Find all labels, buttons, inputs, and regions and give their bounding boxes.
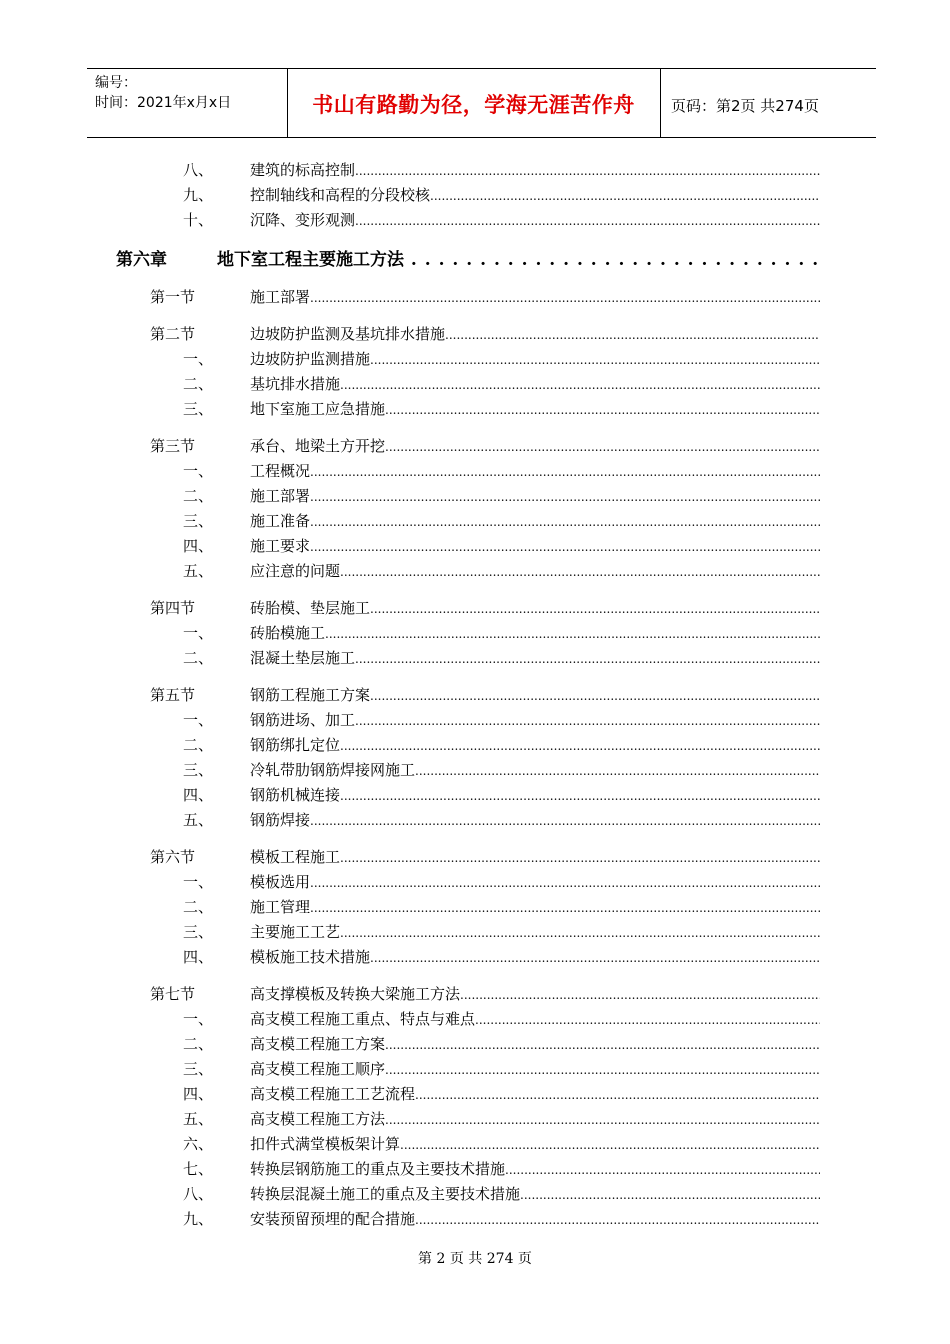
toc-title-leader bbox=[250, 872, 820, 892]
toc-number: 三、 bbox=[183, 1060, 214, 1078]
toc-title-leader bbox=[250, 349, 820, 369]
toc-title-leader bbox=[217, 250, 817, 270]
toc-title: 高支模工程施工方法 bbox=[250, 1110, 386, 1128]
toc-title-leader bbox=[250, 1034, 820, 1054]
toc-title: 扣件式满堂模板架计算 bbox=[250, 1135, 401, 1153]
toc-title-leader bbox=[250, 1084, 820, 1104]
toc-number: 一、 bbox=[183, 873, 214, 891]
header-page-info: 页码：第2页 共274页 bbox=[671, 97, 819, 115]
toc-title-leader bbox=[250, 210, 820, 230]
header-meta bbox=[95, 73, 231, 113]
toc-number: 二、 bbox=[183, 898, 214, 916]
toc-title-leader bbox=[250, 1209, 820, 1229]
toc-number: 六、 bbox=[183, 1135, 214, 1153]
toc-title: 转换层混凝土施工的重点及主要技术措施 bbox=[250, 1185, 521, 1203]
toc-number: 五、 bbox=[183, 1110, 214, 1128]
toc-number: 二、 bbox=[183, 375, 214, 393]
toc-title: 砖胎模、垫层施工 bbox=[250, 599, 371, 617]
toc-title: 混凝土垫层施工 bbox=[250, 649, 356, 667]
toc-number: 第六章 bbox=[116, 250, 167, 270]
toc-title-leader bbox=[250, 561, 820, 581]
toc-title: 施工准备 bbox=[250, 512, 311, 530]
toc-title: 施工部署 bbox=[250, 288, 311, 306]
toc-title: 边坡防护监测及基坑排水措施 bbox=[250, 325, 446, 343]
toc-title: 转换层钢筋施工的重点及主要技术措施 bbox=[250, 1160, 506, 1178]
toc-title-leader bbox=[250, 287, 820, 307]
toc-title: 安装预留预埋的配合措施 bbox=[250, 1210, 416, 1228]
toc-title: 主要施工工艺 bbox=[250, 923, 341, 941]
toc-title: 钢筋焊接 bbox=[250, 811, 311, 829]
toc-title: 工程概况 bbox=[250, 462, 311, 480]
toc-number: 三、 bbox=[183, 400, 214, 418]
toc-title-leader bbox=[250, 436, 820, 456]
toc-title: 砖胎模施工 bbox=[250, 624, 326, 642]
toc-title-leader bbox=[250, 461, 820, 481]
toc-title-leader bbox=[250, 486, 820, 506]
toc-number: 八、 bbox=[183, 1185, 214, 1203]
toc-title-leader bbox=[250, 160, 820, 180]
toc-number: 四、 bbox=[183, 786, 214, 804]
toc-number: 二、 bbox=[183, 736, 214, 754]
toc-title-leader bbox=[250, 984, 820, 1004]
toc-title: 沉降、变形观测 bbox=[250, 211, 356, 229]
toc-number: 四、 bbox=[183, 1085, 214, 1103]
toc-title-leader bbox=[250, 1159, 820, 1179]
toc-title: 高支模工程施工顺序 bbox=[250, 1060, 386, 1078]
toc-number: 四、 bbox=[183, 537, 214, 555]
toc-number: 九、 bbox=[183, 186, 214, 204]
page-footer: 第 2 页 共 274 页 bbox=[418, 1251, 532, 1267]
toc-title-leader bbox=[250, 374, 820, 394]
toc-title-leader bbox=[250, 947, 820, 967]
toc-number: 五、 bbox=[183, 562, 214, 580]
code-label: 编号： bbox=[95, 75, 137, 91]
toc-number: 三、 bbox=[183, 923, 214, 941]
toc-title-leader bbox=[250, 324, 820, 344]
toc-number: 十、 bbox=[183, 211, 214, 229]
toc-number: 九、 bbox=[183, 1210, 214, 1228]
toc-title: 施工要求 bbox=[250, 537, 311, 555]
toc-title-leader bbox=[250, 847, 820, 867]
toc-title-leader bbox=[250, 897, 820, 917]
toc-title: 钢筋绑扎定位 bbox=[250, 736, 341, 754]
toc-title: 钢筋工程施工方案 bbox=[250, 686, 371, 704]
toc-number: 第二节 bbox=[150, 325, 196, 343]
toc-title: 模板工程施工 bbox=[250, 848, 341, 866]
toc-title-leader bbox=[250, 760, 820, 780]
toc-title: 地下室工程主要施工方法 bbox=[217, 250, 404, 270]
toc-number: 三、 bbox=[183, 761, 214, 779]
toc-title-leader bbox=[250, 710, 820, 730]
toc-title: 承台、地梁土方开挖 bbox=[250, 437, 386, 455]
toc-title-leader bbox=[250, 1009, 820, 1029]
toc-title-leader bbox=[250, 511, 820, 531]
toc-number: 一、 bbox=[183, 462, 214, 480]
toc-number: 一、 bbox=[183, 350, 214, 368]
toc-title: 高支模工程施工工艺流程 bbox=[250, 1085, 416, 1103]
toc-title-leader bbox=[250, 648, 820, 668]
toc-title: 高支模工程施工方案 bbox=[250, 1035, 386, 1053]
toc-title-leader bbox=[250, 185, 820, 205]
toc-title: 施工管理 bbox=[250, 898, 311, 916]
toc-title: 模板选用 bbox=[250, 873, 311, 891]
toc-title-leader bbox=[250, 1109, 820, 1129]
toc-title: 施工部署 bbox=[250, 487, 311, 505]
toc-title-leader bbox=[250, 1059, 820, 1079]
toc-title-leader bbox=[250, 785, 820, 805]
toc-title-leader bbox=[250, 685, 820, 705]
toc-title: 模板施工技术措施 bbox=[250, 948, 371, 966]
toc-title-leader bbox=[250, 623, 820, 643]
toc-title: 基坑排水措施 bbox=[250, 375, 341, 393]
toc-title-leader bbox=[250, 735, 820, 755]
toc-title-leader bbox=[250, 922, 820, 942]
toc-title: 钢筋进场、加工 bbox=[250, 711, 356, 729]
toc-number: 二、 bbox=[183, 487, 214, 505]
toc-title: 高支撑模板及转换大梁施工方法 bbox=[250, 985, 461, 1003]
toc-title-leader bbox=[250, 536, 820, 556]
toc-title-leader bbox=[250, 1184, 820, 1204]
toc-number: 一、 bbox=[183, 711, 214, 729]
toc-title: 控制轴线和高程的分段校核 bbox=[250, 186, 431, 204]
toc-title: 边坡防护监测措施 bbox=[250, 350, 371, 368]
toc-number: 二、 bbox=[183, 649, 214, 667]
toc-title: 钢筋机械连接 bbox=[250, 786, 341, 804]
header-divider bbox=[660, 69, 661, 137]
header-motto: 书山有路勤为径，学海无涯苦作舟 bbox=[312, 93, 635, 117]
toc-number: 八、 bbox=[183, 161, 214, 179]
toc-number: 三、 bbox=[183, 512, 214, 530]
page-header bbox=[87, 68, 876, 138]
toc-number: 第六节 bbox=[150, 848, 196, 866]
toc-number: 五、 bbox=[183, 811, 214, 829]
toc-number: 一、 bbox=[183, 1010, 214, 1028]
toc-title-leader bbox=[250, 399, 820, 419]
time-label: 时间：2021年x月x日 bbox=[95, 95, 232, 111]
toc-title: 地下室施工应急措施 bbox=[250, 400, 386, 418]
toc-title-leader bbox=[250, 810, 820, 830]
toc-number: 七、 bbox=[183, 1160, 214, 1178]
toc-number: 二、 bbox=[183, 1035, 214, 1053]
toc-title-leader bbox=[250, 598, 820, 618]
toc-title-leader bbox=[250, 1134, 820, 1154]
toc-number: 第一节 bbox=[150, 288, 196, 306]
toc-number: 四、 bbox=[183, 948, 214, 966]
toc-number: 第四节 bbox=[150, 599, 196, 617]
toc-number: 一、 bbox=[183, 624, 214, 642]
toc-title: 冷轧带肋钢筋焊接网施工 bbox=[250, 761, 416, 779]
toc-number: 第五节 bbox=[150, 686, 196, 704]
toc-title: 应注意的问题 bbox=[250, 562, 341, 580]
toc-title: 建筑的标高控制 bbox=[250, 161, 356, 179]
toc-number: 第七节 bbox=[150, 985, 196, 1003]
toc-number: 第三节 bbox=[150, 437, 196, 455]
toc-title: 高支模工程施工重点、特点与难点 bbox=[250, 1010, 476, 1028]
